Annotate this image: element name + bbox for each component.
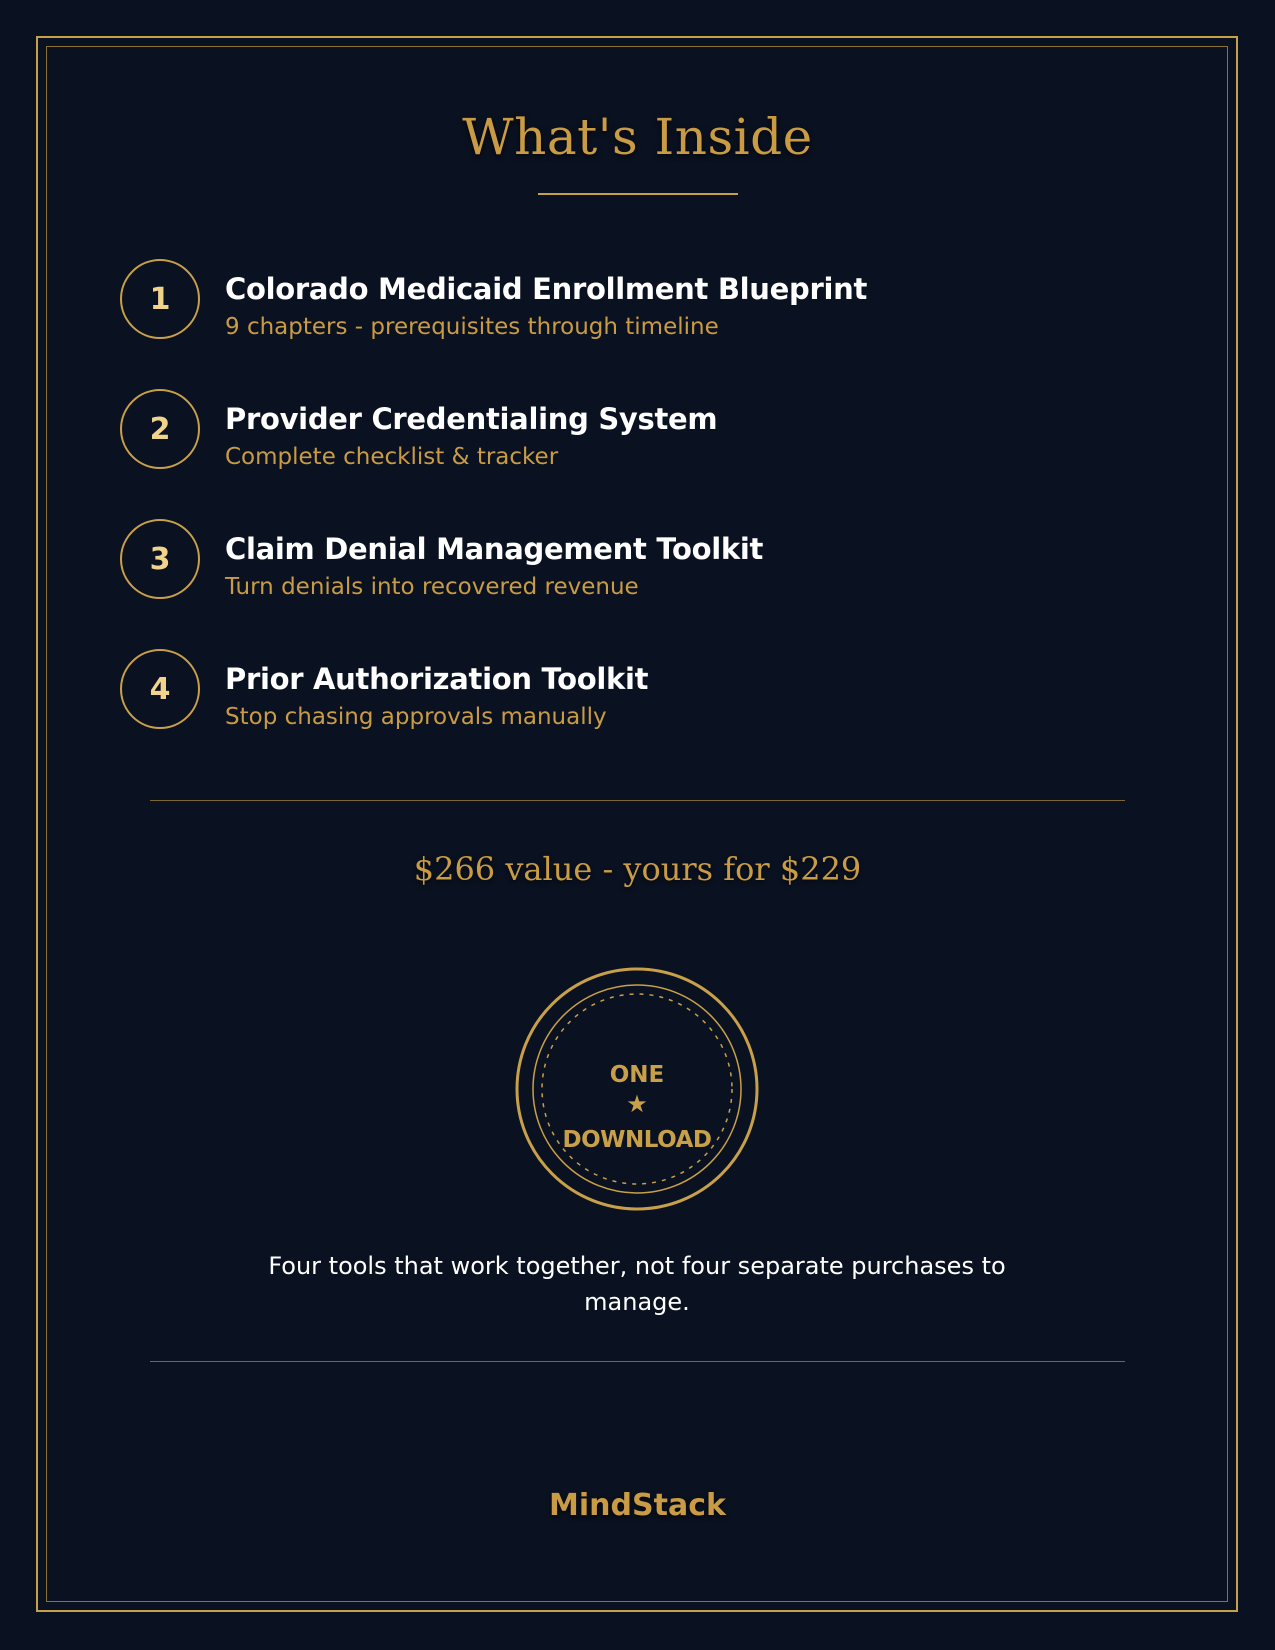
item-subtitle: Stop chasing approvals manually bbox=[225, 704, 607, 730]
item-number-badge: 4 bbox=[120, 649, 200, 729]
brand-name: MindStack bbox=[549, 1488, 726, 1523]
item-subtitle: Complete checklist & tracker bbox=[225, 444, 559, 470]
page-title: What's Inside bbox=[462, 108, 813, 166]
divider-top bbox=[150, 800, 1125, 801]
list-item bbox=[120, 648, 1120, 778]
item-subtitle: 9 chapters - prerequisites through timeline bbox=[225, 314, 719, 340]
title-underline bbox=[538, 193, 738, 195]
star-icon: ★ bbox=[626, 1090, 648, 1118]
item-number-badge: 2 bbox=[120, 389, 200, 469]
divider-bottom bbox=[150, 1361, 1125, 1362]
list-item bbox=[120, 518, 1120, 648]
list-item bbox=[120, 258, 1120, 388]
item-title: Claim Denial Management Toolkit bbox=[225, 532, 764, 566]
one-download-seal bbox=[514, 966, 760, 1212]
price-line: $266 value - yours for $229 bbox=[413, 850, 862, 888]
item-number-badge: 1 bbox=[120, 259, 200, 339]
list-item bbox=[120, 388, 1120, 518]
tagline: Four tools that work together, not four separate purchases to manage. bbox=[268, 1252, 1006, 1316]
seal-text-bottom: DOWNLOAD bbox=[562, 1127, 712, 1153]
item-title: Provider Credentialing System bbox=[225, 402, 718, 436]
item-title: Colorado Medicaid Enrollment Blueprint bbox=[225, 272, 868, 306]
item-title: Prior Authorization Toolkit bbox=[225, 662, 649, 696]
seal-text-top: ONE bbox=[609, 1062, 665, 1088]
item-number-badge: 3 bbox=[120, 519, 200, 599]
seal-rings-icon bbox=[514, 966, 760, 1212]
item-subtitle: Turn denials into recovered revenue bbox=[225, 574, 639, 600]
contents-list bbox=[120, 258, 1120, 778]
